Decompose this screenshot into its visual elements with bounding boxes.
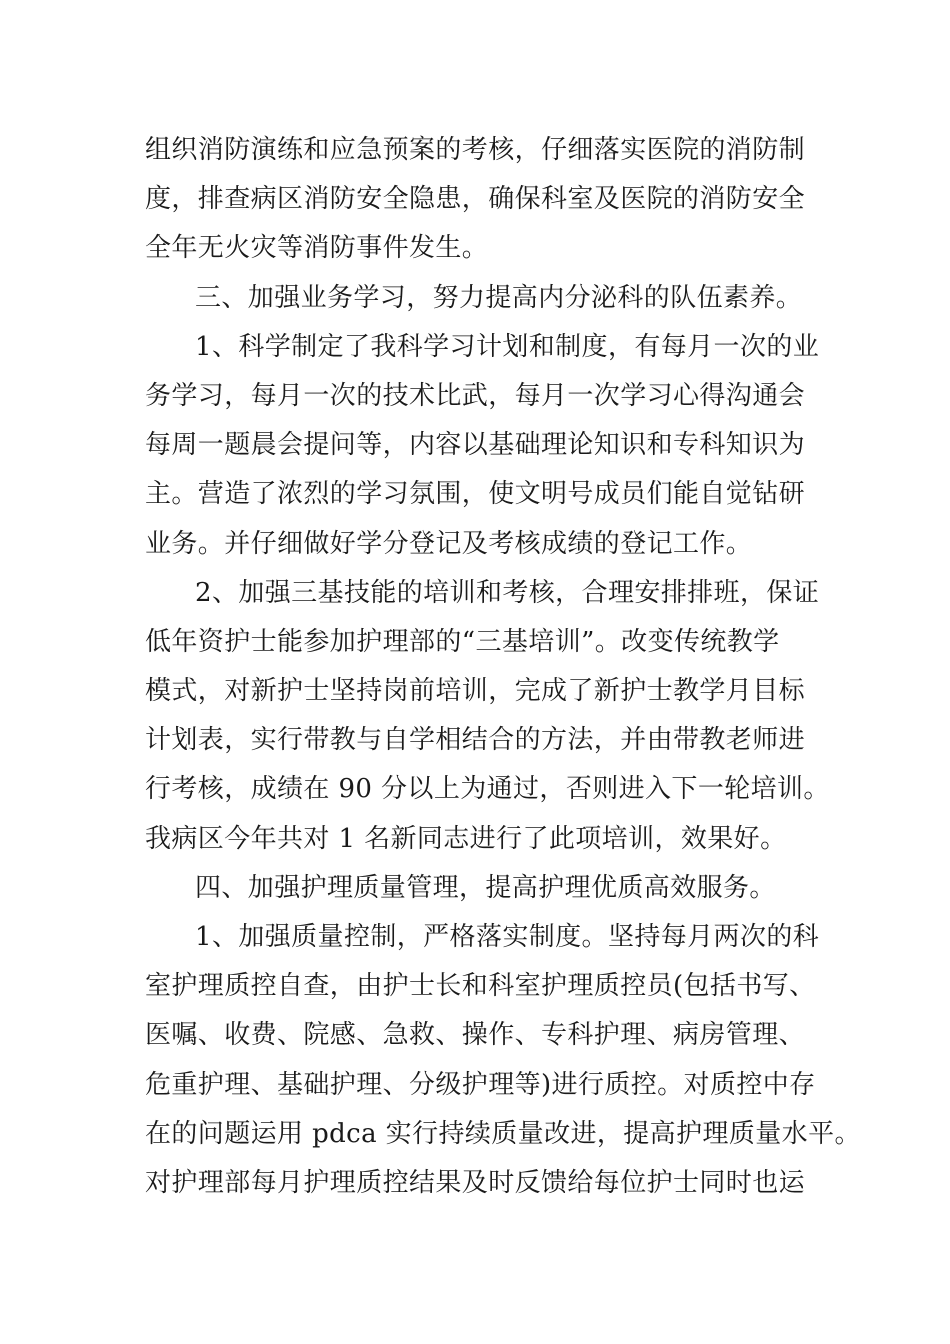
text-line: 务学习，每月一次的技术比武，每月一次学习心得沟通会 [145,380,806,411]
text-line: 1、科学制定了我科学习计划和制度，有每月一次的业 [195,331,820,362]
section-heading: 三、加强业务学习，努力提高内分泌科的队伍素养。 [195,282,803,313]
text-line: 我病区今年共对 1 名新同志进行了此项培训，效果好。 [145,823,787,854]
text-line: 2、加强三基技能的培训和考核，合理安排排班，保证 [195,577,820,608]
text-line: 模式，对新护士坚持岗前培训，完成了新护士教学月目标 [145,676,806,707]
text-line: 1、加强质量控制，严格落实制度。坚持每月两次的科 [195,922,820,952]
text-line: 计划表，实行带教与自学相结合的方法，并由带教老师进 [145,725,806,756]
text-line: 行考核，成绩在 90 分以上为通过，否则进入下一轮培训。 [145,774,830,805]
text-line: 主。营造了浓烈的学习氛围，使文明号成员们能自觉钻研 [145,479,806,510]
text-line: 室护理质控自查，由护士长和科室护理质控员(包括书写、 [145,971,816,1002]
text-line: 低年资护士能参加护理部的“三基培训”。改变传统教学 [145,626,780,657]
document-body [145,126,861,1208]
section-heading: 四、加强护理质量管理，提高护理优质高效服务。 [195,872,776,903]
text-line: 每周一题晨会提问等，内容以基础理论知识和专科知识为 [145,430,806,461]
text-line: 危重护理、基础护理、分级护理等)进行质控。对质控中存 [145,1069,816,1100]
text-line: 全年无火灾等消防事件发生。 [145,233,489,264]
text-line: 组织消防演练和应急预案的考核，仔细落实医院的消防制 [145,135,806,165]
text-line: 对护理部每月护理质控结果及时反馈给每位护士同时也运 [145,1167,806,1198]
text-line: 度，排查病区消防安全隐患，确保科室及医院的消防安全 [145,184,806,215]
text-line: 医嘱、收费、院感、急救、操作、专科护理、病房管理、 [145,1020,806,1051]
text-line: 在的问题运用 pdca 实行持续质量改进，提高护理质量水平。 [145,1118,861,1149]
text-line: 业务。并仔细做好学分登记及考核成绩的登记工作。 [145,528,753,559]
